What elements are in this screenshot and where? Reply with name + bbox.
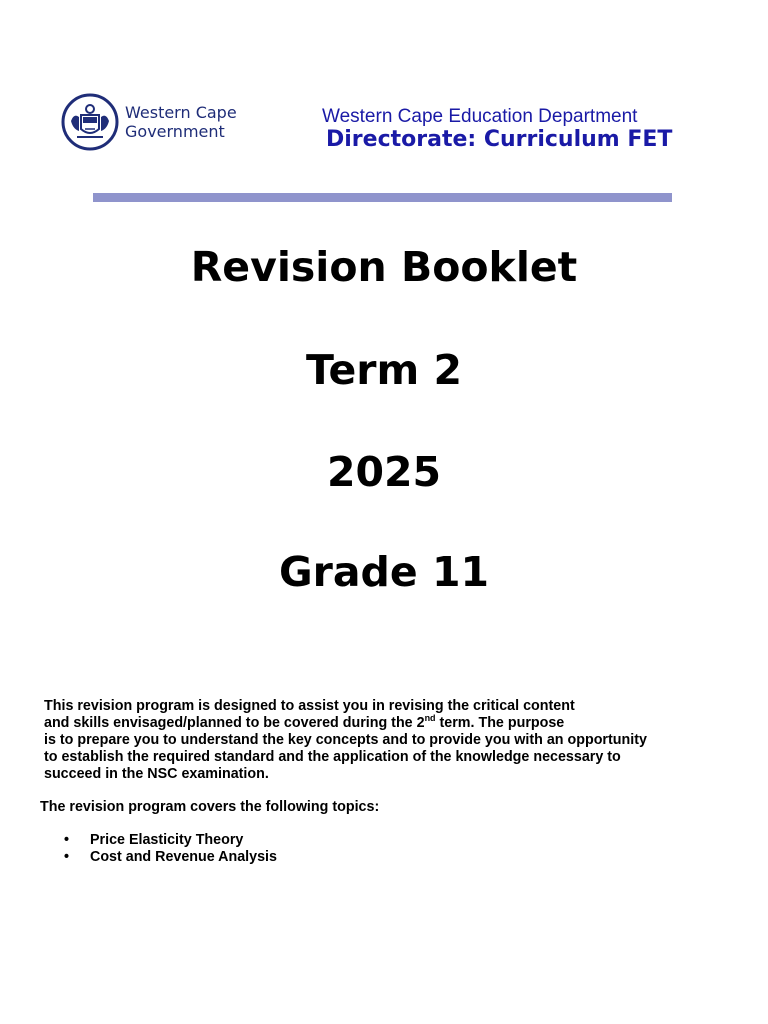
term-heading: Term 2 <box>305 346 463 394</box>
list-item <box>64 849 277 866</box>
intro-line: succeed in the NSC examination. <box>44 766 269 782</box>
intro-line: This revision program is designed to assist you in revising the critical content <box>44 698 575 714</box>
coat-of-arms-icon <box>61 93 121 153</box>
year-heading: 2025 <box>326 448 442 496</box>
topic-label: Price Elasticity Theory <box>90 832 244 848</box>
booklet-title: Revision Booklet <box>190 243 578 291</box>
intro-line: and skills envisaged/planned to be covered during the 2nd term. The purpose <box>44 713 565 731</box>
topic-label: Cost and Revenue Analysis <box>90 849 277 865</box>
bullet-icon: • <box>64 849 70 865</box>
ordinal-suffix: nd <box>424 713 436 724</box>
bullet-icon: • <box>64 832 70 848</box>
wcg-logo <box>61 93 261 153</box>
intro-line: is to prepare you to understand the key concepts and to provide you with an opportunity <box>44 732 647 748</box>
directorate-name: Directorate: Curriculum FET <box>326 127 673 152</box>
header-divider <box>93 193 672 202</box>
logo-line1: Western Cape <box>125 103 237 122</box>
department-name: Western Cape Education Department <box>322 106 638 127</box>
grade-heading: Grade 11 <box>278 548 490 596</box>
intro-paragraph <box>44 698 734 783</box>
topics-intro: The revision program covers the following topics: <box>40 799 380 815</box>
topics-list <box>64 832 277 866</box>
list-item <box>64 832 277 849</box>
intro-line: to establish the required standard and the application of the knowledge necessary to <box>44 749 621 765</box>
logo-wordmark <box>125 103 237 141</box>
logo-line2: Government <box>125 122 225 141</box>
